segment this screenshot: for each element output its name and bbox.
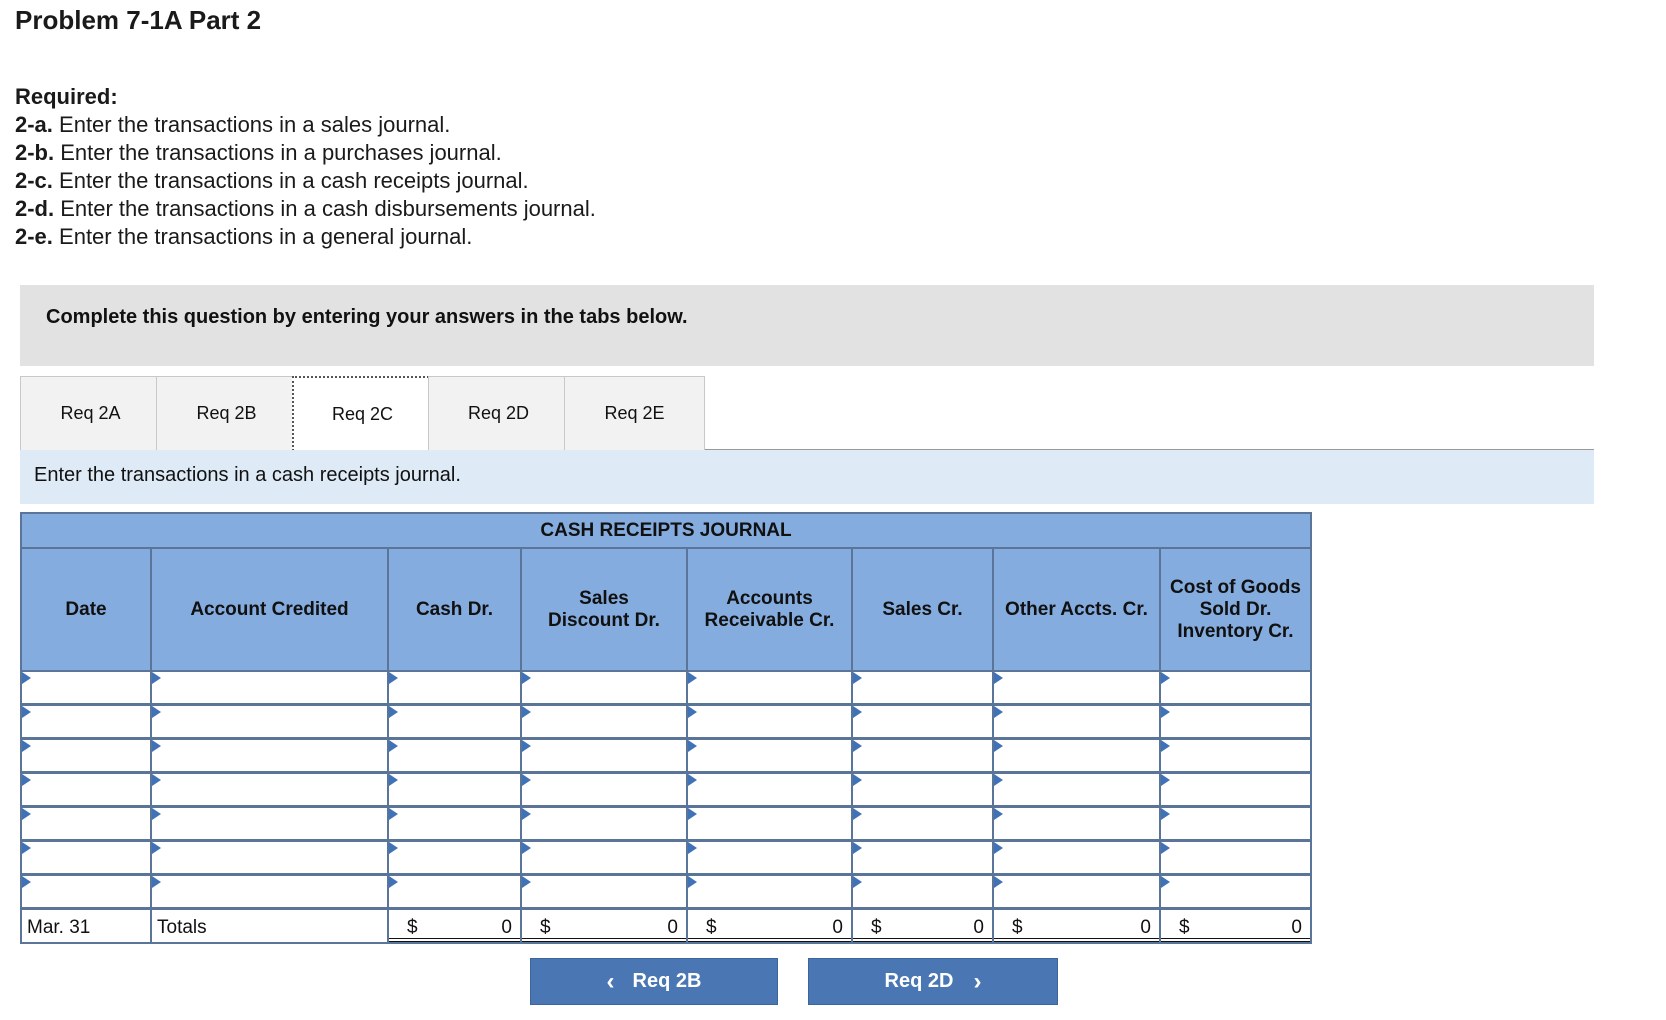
dropdown-marker-icon bbox=[389, 740, 398, 752]
column-header-line: Sold Dr. bbox=[1199, 598, 1272, 620]
entry-input-sales-cr[interactable] bbox=[853, 706, 992, 737]
entry-input-cogs-inventory-cr[interactable] bbox=[1161, 774, 1310, 805]
entry-input-sales-cr[interactable] bbox=[853, 740, 992, 771]
total-other-accts-cr bbox=[994, 910, 1159, 942]
entry-cell-cash-dr[interactable] bbox=[389, 842, 520, 873]
currency-symbol: $ bbox=[706, 917, 717, 938]
entry-input-cash-dr[interactable] bbox=[389, 706, 520, 737]
totals-label-text: Totals bbox=[157, 917, 207, 938]
entry-cell-sales-discount-dr[interactable] bbox=[522, 740, 686, 771]
entry-cell-account-credited[interactable] bbox=[152, 706, 387, 737]
entry-input-accounts-receivable-cr[interactable] bbox=[688, 808, 851, 839]
dropdown-marker-icon bbox=[853, 672, 862, 684]
dropdown-marker-icon bbox=[688, 876, 697, 888]
dropdown-marker-icon bbox=[853, 740, 862, 752]
entry-input-account-credited[interactable] bbox=[152, 842, 387, 873]
entry-cell-account-credited[interactable] bbox=[152, 672, 387, 703]
entry-input-sales-cr[interactable] bbox=[853, 842, 992, 873]
total-value: 0 bbox=[1291, 917, 1302, 938]
column-header-line: Sales bbox=[579, 587, 629, 609]
entry-cell-sales-cr[interactable] bbox=[853, 876, 992, 907]
entry-input-other-accts-cr[interactable] bbox=[994, 774, 1159, 805]
instruction-text: Enter the transactions in a cash receipts journal. bbox=[34, 464, 461, 486]
dropdown-marker-icon bbox=[853, 808, 862, 820]
entry-cell-cash-dr[interactable] bbox=[389, 808, 520, 839]
currency-symbol: $ bbox=[871, 917, 882, 938]
dropdown-marker-icon bbox=[853, 842, 862, 854]
entry-cell-date[interactable] bbox=[22, 876, 150, 907]
entry-input-sales-discount-dr[interactable] bbox=[522, 672, 686, 703]
requirements bbox=[15, 83, 596, 251]
total-value: 0 bbox=[832, 917, 843, 938]
entry-input-sales-cr[interactable] bbox=[853, 876, 992, 907]
dropdown-marker-icon bbox=[994, 876, 1003, 888]
requirement-2d: 2-d. Enter the transactions in a cash disbursements journal. bbox=[15, 196, 596, 221]
entry-input-accounts-receivable-cr[interactable] bbox=[688, 740, 851, 771]
entry-cell-cash-dr[interactable] bbox=[389, 672, 520, 703]
totals-label bbox=[152, 910, 387, 942]
entry-cell-accounts-receivable-cr[interactable] bbox=[688, 740, 851, 771]
entry-cell-cash-dr[interactable] bbox=[389, 774, 520, 805]
entry-cell-date[interactable] bbox=[22, 808, 150, 839]
entry-cell-accounts-receivable-cr[interactable] bbox=[688, 706, 851, 737]
entry-cell-cash-dr[interactable] bbox=[389, 876, 520, 907]
entry-cell-sales-discount-dr[interactable] bbox=[522, 876, 686, 907]
requirement-2b: 2-b. Enter the transactions in a purchases journal. bbox=[15, 140, 502, 165]
entry-cell-other-accts-cr[interactable] bbox=[994, 740, 1159, 771]
entry-cell-cash-dr[interactable] bbox=[389, 706, 520, 737]
entry-input-cash-dr[interactable] bbox=[389, 774, 520, 805]
journal-title: CASH RECEIPTS JOURNAL bbox=[22, 514, 1310, 547]
entry-input-accounts-receivable-cr[interactable] bbox=[688, 672, 851, 703]
entry-cell-sales-discount-dr[interactable] bbox=[522, 774, 686, 805]
dropdown-marker-icon bbox=[1161, 876, 1170, 888]
entry-input-account-credited[interactable] bbox=[152, 672, 387, 703]
dropdown-marker-icon bbox=[688, 740, 697, 752]
cash-receipts-journal bbox=[20, 512, 1312, 944]
dropdown-marker-icon bbox=[389, 774, 398, 786]
entry-input-sales-discount-dr[interactable] bbox=[522, 774, 686, 805]
dropdown-marker-icon bbox=[22, 740, 31, 752]
entry-input-cash-dr[interactable] bbox=[389, 740, 520, 771]
column-header-other-accts-cr bbox=[994, 549, 1159, 670]
entry-cell-sales-discount-dr[interactable] bbox=[522, 706, 686, 737]
entry-input-date[interactable] bbox=[22, 774, 150, 805]
dropdown-marker-icon bbox=[152, 774, 161, 786]
dropdown-marker-icon bbox=[1161, 774, 1170, 786]
entry-input-other-accts-cr[interactable] bbox=[994, 672, 1159, 703]
currency-symbol: $ bbox=[1012, 917, 1023, 938]
entry-input-cash-dr[interactable] bbox=[389, 842, 520, 873]
dropdown-marker-icon bbox=[853, 706, 862, 718]
dropdown-marker-icon bbox=[1161, 740, 1170, 752]
entry-input-cash-dr[interactable] bbox=[389, 876, 520, 907]
entry-input-date[interactable] bbox=[22, 740, 150, 771]
entry-cell-cogs-inventory-cr[interactable] bbox=[1161, 672, 1310, 703]
entry-input-sales-discount-dr[interactable] bbox=[522, 808, 686, 839]
chevron-left-icon: ‹ bbox=[606, 967, 615, 995]
entry-input-accounts-receivable-cr[interactable] bbox=[688, 774, 851, 805]
entry-input-date[interactable] bbox=[22, 706, 150, 737]
dropdown-marker-icon bbox=[522, 842, 531, 854]
tab-req-2d[interactable]: Req 2D bbox=[428, 376, 569, 450]
entry-cell-sales-discount-dr[interactable] bbox=[522, 672, 686, 703]
entry-input-date[interactable] bbox=[22, 842, 150, 873]
dropdown-marker-icon bbox=[853, 876, 862, 888]
entry-cell-sales-cr[interactable] bbox=[853, 808, 992, 839]
entry-cell-cash-dr[interactable] bbox=[389, 740, 520, 771]
totals-date bbox=[22, 910, 150, 942]
dropdown-marker-icon bbox=[1161, 706, 1170, 718]
entry-cell-account-credited[interactable] bbox=[152, 876, 387, 907]
entry-cell-cogs-inventory-cr[interactable] bbox=[1161, 740, 1310, 771]
total-value: 0 bbox=[1140, 917, 1151, 938]
column-header-cash-dr bbox=[389, 549, 520, 670]
requirement-2e: 2-e. Enter the transactions in a general journal. bbox=[15, 224, 473, 249]
dropdown-marker-icon bbox=[22, 706, 31, 718]
dropdown-marker-icon bbox=[389, 808, 398, 820]
currency-symbol: $ bbox=[540, 917, 551, 938]
dropdown-marker-icon bbox=[994, 740, 1003, 752]
dropdown-marker-icon bbox=[152, 876, 161, 888]
instructions-banner bbox=[20, 285, 1594, 366]
entry-input-sales-cr[interactable] bbox=[853, 774, 992, 805]
entry-input-date[interactable] bbox=[22, 672, 150, 703]
dropdown-marker-icon bbox=[389, 672, 398, 684]
entry-input-cogs-inventory-cr[interactable] bbox=[1161, 842, 1310, 873]
entry-input-cash-dr[interactable] bbox=[389, 808, 520, 839]
dropdown-marker-icon bbox=[152, 706, 161, 718]
dropdown-marker-icon bbox=[853, 774, 862, 786]
entry-cell-date[interactable] bbox=[22, 842, 150, 873]
entry-cell-date[interactable] bbox=[22, 740, 150, 771]
entry-cell-cogs-inventory-cr[interactable] bbox=[1161, 774, 1310, 805]
dropdown-marker-icon bbox=[22, 842, 31, 854]
entry-input-accounts-receivable-cr[interactable] bbox=[688, 876, 851, 907]
entry-cell-other-accts-cr[interactable] bbox=[994, 706, 1159, 737]
entry-input-account-credited[interactable] bbox=[152, 706, 387, 737]
dropdown-marker-icon bbox=[152, 672, 161, 684]
dropdown-marker-icon bbox=[994, 672, 1003, 684]
dropdown-marker-icon bbox=[522, 876, 531, 888]
column-header-date bbox=[22, 549, 150, 670]
dropdown-marker-icon bbox=[522, 808, 531, 820]
entry-input-other-accts-cr[interactable] bbox=[994, 842, 1159, 873]
currency-symbol: $ bbox=[407, 917, 418, 938]
total-sales-cr bbox=[853, 910, 992, 942]
next-req-button[interactable] bbox=[808, 958, 1058, 1005]
column-header-line: Cost of Goods bbox=[1170, 576, 1301, 598]
entry-input-sales-discount-dr[interactable] bbox=[522, 842, 686, 873]
dropdown-marker-icon bbox=[152, 808, 161, 820]
entry-cell-sales-cr[interactable] bbox=[853, 774, 992, 805]
entry-input-accounts-receivable-cr[interactable] bbox=[688, 842, 851, 873]
tab-req-2c[interactable]: Req 2C bbox=[292, 376, 433, 451]
column-header-line: Date bbox=[65, 598, 107, 620]
dropdown-marker-icon bbox=[152, 842, 161, 854]
entry-cell-sales-cr[interactable] bbox=[853, 672, 992, 703]
dropdown-marker-icon bbox=[994, 808, 1003, 820]
tab-instruction bbox=[20, 450, 1594, 504]
column-header-account-credited bbox=[152, 549, 387, 670]
column-header-sales-discount-dr bbox=[522, 549, 686, 670]
column-header-line: Discount Dr. bbox=[548, 609, 660, 631]
entry-cell-other-accts-cr[interactable] bbox=[994, 842, 1159, 873]
total-sales-discount-dr bbox=[522, 910, 686, 942]
entry-input-sales-discount-dr[interactable] bbox=[522, 876, 686, 907]
prev-req-label: Req 2B bbox=[632, 970, 702, 992]
dropdown-marker-icon bbox=[688, 842, 697, 854]
dropdown-marker-icon bbox=[522, 706, 531, 718]
entry-input-cogs-inventory-cr[interactable] bbox=[1161, 740, 1310, 771]
currency-symbol: $ bbox=[1179, 917, 1190, 938]
entry-cell-account-credited[interactable] bbox=[152, 774, 387, 805]
entry-input-cash-dr[interactable] bbox=[389, 672, 520, 703]
entry-input-sales-cr[interactable] bbox=[853, 672, 992, 703]
dropdown-marker-icon bbox=[994, 706, 1003, 718]
column-header-sales-cr bbox=[853, 549, 992, 670]
entry-input-cogs-inventory-cr[interactable] bbox=[1161, 672, 1310, 703]
entry-input-account-credited[interactable] bbox=[152, 774, 387, 805]
entry-input-account-credited[interactable] bbox=[152, 876, 387, 907]
entry-input-other-accts-cr[interactable] bbox=[994, 706, 1159, 737]
entry-cell-sales-cr[interactable] bbox=[853, 740, 992, 771]
entry-cell-accounts-receivable-cr[interactable] bbox=[688, 774, 851, 805]
chevron-right-icon: › bbox=[973, 967, 982, 995]
dropdown-marker-icon bbox=[22, 876, 31, 888]
entry-cell-sales-discount-dr[interactable] bbox=[522, 842, 686, 873]
entry-input-cogs-inventory-cr[interactable] bbox=[1161, 876, 1310, 907]
entry-cell-other-accts-cr[interactable] bbox=[994, 774, 1159, 805]
entry-cell-account-credited[interactable] bbox=[152, 740, 387, 771]
dropdown-marker-icon bbox=[994, 842, 1003, 854]
entry-cell-sales-cr[interactable] bbox=[853, 706, 992, 737]
dropdown-marker-icon bbox=[389, 842, 398, 854]
entry-input-sales-discount-dr[interactable] bbox=[522, 706, 686, 737]
total-cash-dr bbox=[389, 910, 520, 942]
dropdown-marker-icon bbox=[22, 672, 31, 684]
entry-cell-date[interactable] bbox=[22, 706, 150, 737]
entry-cell-accounts-receivable-cr[interactable] bbox=[688, 876, 851, 907]
entry-cell-account-credited[interactable] bbox=[152, 808, 387, 839]
entry-cell-other-accts-cr[interactable] bbox=[994, 876, 1159, 907]
tab-req-2e[interactable]: Req 2E bbox=[564, 376, 705, 450]
dropdown-marker-icon bbox=[389, 706, 398, 718]
entry-cell-cogs-inventory-cr[interactable] bbox=[1161, 876, 1310, 907]
dropdown-marker-icon bbox=[688, 774, 697, 786]
totals-date-text: Mar. 31 bbox=[27, 917, 91, 938]
tab-req-2b[interactable]: Req 2B bbox=[156, 376, 297, 450]
entry-cell-cogs-inventory-cr[interactable] bbox=[1161, 808, 1310, 839]
column-header-accounts-receivable-cr bbox=[688, 549, 851, 670]
column-header-line: Other Accts. Cr. bbox=[1005, 598, 1148, 620]
entry-cell-date[interactable] bbox=[22, 672, 150, 703]
dropdown-marker-icon bbox=[22, 808, 31, 820]
column-header-line: Account Credited bbox=[190, 598, 349, 620]
entry-input-cogs-inventory-cr[interactable] bbox=[1161, 706, 1310, 737]
column-header-cogs-inventory-cr bbox=[1161, 549, 1310, 670]
entry-input-cogs-inventory-cr[interactable] bbox=[1161, 808, 1310, 839]
entry-input-sales-discount-dr[interactable] bbox=[522, 740, 686, 771]
dropdown-marker-icon bbox=[522, 774, 531, 786]
entry-input-date[interactable] bbox=[22, 876, 150, 907]
entry-input-account-credited[interactable] bbox=[152, 808, 387, 839]
total-value: 0 bbox=[667, 917, 678, 938]
total-value: 0 bbox=[501, 917, 512, 938]
entry-input-date[interactable] bbox=[22, 808, 150, 839]
entry-input-sales-cr[interactable] bbox=[853, 808, 992, 839]
requirement-2c: 2-c. Enter the transactions in a cash receipts journal. bbox=[15, 168, 529, 193]
total-accounts-receivable-cr bbox=[688, 910, 851, 942]
dropdown-marker-icon bbox=[1161, 808, 1170, 820]
entry-input-other-accts-cr[interactable] bbox=[994, 808, 1159, 839]
requirement-2a: 2-a. Enter the transactions in a sales journal. bbox=[15, 112, 451, 137]
entry-input-other-accts-cr[interactable] bbox=[994, 740, 1159, 771]
required-heading: Required: bbox=[15, 84, 118, 109]
column-header-line: Inventory Cr. bbox=[1177, 620, 1294, 642]
dropdown-marker-icon bbox=[688, 672, 697, 684]
banner-text: Complete this question by entering your answers in the tabs below. bbox=[46, 306, 688, 328]
dropdown-marker-icon bbox=[152, 740, 161, 752]
dropdown-marker-icon bbox=[994, 774, 1003, 786]
column-header-line: Receivable Cr. bbox=[704, 609, 835, 631]
entry-cell-date[interactable] bbox=[22, 774, 150, 805]
column-header-line: Sales Cr. bbox=[882, 598, 963, 620]
entry-cell-accounts-receivable-cr[interactable] bbox=[688, 842, 851, 873]
entry-cell-other-accts-cr[interactable] bbox=[994, 672, 1159, 703]
tab-bar bbox=[20, 375, 1594, 450]
dropdown-marker-icon bbox=[389, 876, 398, 888]
dropdown-marker-icon bbox=[22, 774, 31, 786]
entry-input-other-accts-cr[interactable] bbox=[994, 876, 1159, 907]
entry-cell-other-accts-cr[interactable] bbox=[994, 808, 1159, 839]
next-req-label: Req 2D bbox=[884, 970, 954, 992]
total-value: 0 bbox=[973, 917, 984, 938]
entry-input-accounts-receivable-cr[interactable] bbox=[688, 706, 851, 737]
dropdown-marker-icon bbox=[688, 706, 697, 718]
entry-cell-cogs-inventory-cr[interactable] bbox=[1161, 842, 1310, 873]
prev-req-button[interactable] bbox=[530, 958, 778, 1005]
entry-cell-sales-discount-dr[interactable] bbox=[522, 808, 686, 839]
column-header-line: Accounts bbox=[726, 587, 813, 609]
total-cogs-inventory-cr bbox=[1161, 910, 1310, 942]
page-title: Problem 7-1A Part 2 bbox=[15, 5, 262, 35]
dropdown-marker-icon bbox=[1161, 672, 1170, 684]
entry-cell-accounts-receivable-cr[interactable] bbox=[688, 808, 851, 839]
entry-cell-accounts-receivable-cr[interactable] bbox=[688, 672, 851, 703]
dropdown-marker-icon bbox=[522, 672, 531, 684]
dropdown-marker-icon bbox=[1161, 842, 1170, 854]
entry-input-account-credited[interactable] bbox=[152, 740, 387, 771]
entry-cell-sales-cr[interactable] bbox=[853, 842, 992, 873]
tab-req-2a[interactable]: Req 2A bbox=[20, 376, 161, 450]
dropdown-marker-icon bbox=[522, 740, 531, 752]
entry-cell-cogs-inventory-cr[interactable] bbox=[1161, 706, 1310, 737]
dropdown-marker-icon bbox=[688, 808, 697, 820]
entry-cell-account-credited[interactable] bbox=[152, 842, 387, 873]
column-header-line: Cash Dr. bbox=[415, 598, 494, 620]
